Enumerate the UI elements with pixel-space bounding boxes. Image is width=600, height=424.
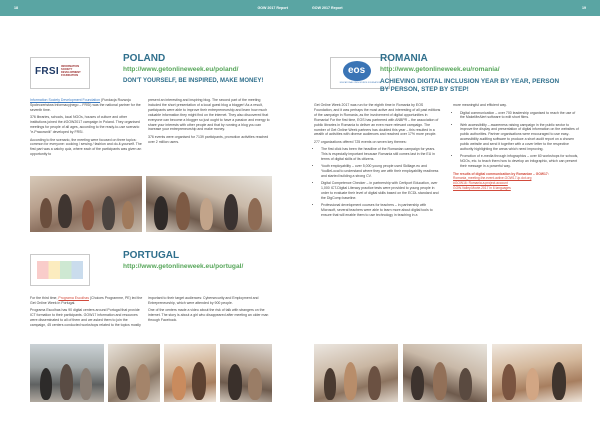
portugal-paragraph-1-pre: For the third time, bbox=[30, 296, 58, 300]
poland-column-1 bbox=[30, 98, 143, 160]
poland-paragraph-4: present an interesting and inspiring blog. The second part of the meeting included the short presentation of a local guest blog a blogger! As a result, participants were able to improve their entrepreneurship and learn how much valuable information they might find on the internet. They also discovered that everyone can become a blogger so just ought to have a passion and energy to share your interests with other people and that by running a blog you can increase your entrepreneurship and make money. bbox=[148, 98, 270, 132]
portugal-paragraph-1 bbox=[30, 296, 143, 306]
right-page bbox=[300, 0, 600, 424]
portugal-photo-2 bbox=[108, 344, 160, 402]
programa-escolhas-logo bbox=[30, 254, 90, 286]
poland-paragraph-2: 376 libraries, schools, local NGOs, houses of culture and other institutions joined the #GOW2017 campaign in Poland. They organised meetings for people of all ages, according to the ready-to-use scenario "e-Pracownik" developed by FRSI. bbox=[30, 115, 140, 135]
eos-logo-subtitle: EDUCATIONAL OPEN SOURCE FOUNDATION bbox=[339, 82, 381, 84]
portugal-paragraph-1-rest: (Choices Programme, PE) led the Get Online Week in Portugal. bbox=[30, 296, 143, 305]
romania-links-block bbox=[453, 172, 581, 190]
poland-paragraph-1 bbox=[30, 98, 143, 113]
right-page-header bbox=[300, 0, 600, 16]
portugal-paragraph-3: important to their target audiences: Cybersecurity and Employment and Entrepreneurship, which were attended by 900 people. bbox=[148, 296, 259, 305]
romania-photo-3 bbox=[492, 344, 582, 402]
programa-escolhas-link[interactable]: Programa Escolhas bbox=[58, 296, 89, 300]
poland-paragraph-3: According to the scenario, the meeting were focused on three topics: common for everyone: cooking / sewing / fashion and do-it-yourself. The first part was a catchy quiz, where each of the participants was given an opportunity to bbox=[30, 137, 142, 157]
romania-bullet: • The first click has been the headline of the Romanian campaign for years. This is especially important because Romania still comes last in the EU in terms of digital skills of its citizens. bbox=[321, 147, 442, 162]
left-running-title: GOW 2017 Report bbox=[257, 6, 288, 10]
portugal-photo-4 bbox=[220, 344, 272, 402]
poland-photo-group bbox=[146, 176, 272, 232]
frsi-link[interactable]: Information Society Development Foundation bbox=[30, 98, 101, 102]
portugal-photo-3 bbox=[164, 344, 216, 402]
romania-photo-2 bbox=[403, 344, 487, 402]
romania-bullet: • Promotion of e-media through infographics – over 60 workshops for schools, NGOs, etc. to teach them how to develop an infographic, which can present their message in a powerful way. bbox=[460, 154, 581, 169]
romania-paragraph-1: Get Online Week 2017 was run for the eighth time in Romania by EOS Foundation, and it was perhaps the most active and interesting of all past editions of the campaign in Romania, as the involvement of digital opportunities in Romania! For the first time, EOS has partnered with ANBPR – the association of public libraries in Romania to deliver an even more relevant campaign. The number of Get Online Week partners has doubled this year – this resulted in a wealth of activities with diverse audiences and reached over 17% more people. bbox=[314, 103, 441, 137]
romania-video-link[interactable]: #GOW16: Romania.a.project.account bbox=[453, 181, 508, 186]
frsi-logo-text: FRSI bbox=[35, 66, 59, 77]
romania-tagline: ACHIEVING DIGITAL INCLUSION YEAR BY YEAR, PERSON BY PERSON, STEP BY STEP! bbox=[380, 78, 560, 94]
romania-bullet: • Youth employability – over 5,000 young people used Skillage.eu and YouBeLocal to understand where they are with their employability readiness and started building a strong CV. bbox=[321, 164, 442, 179]
romania-video-link[interactable]: GOW.Valley.Movie.2017 in 6 languages bbox=[453, 185, 511, 190]
poland-url-link[interactable]: http://www.getonlineweek.eu/poland/ bbox=[123, 66, 239, 73]
romania-paragraph-3: more meaningful and efficient way. bbox=[453, 103, 507, 107]
poland-title: POLAND bbox=[123, 53, 166, 64]
poland-column-2 bbox=[148, 98, 272, 147]
right-page-number: 19 bbox=[582, 6, 586, 10]
romania-bullet: • Digital communication – over 700 leadership organised to reach the use of the MakeMeAlert software to edit short films. bbox=[460, 111, 581, 121]
poland-paragraph-1-text: (Fundacja Rozwoju Społeczeństwa Informacyjnego – FRSI) was the national partner for the seventh time. bbox=[30, 98, 141, 112]
romania-url-link[interactable]: http://www.getonlineweek.eu/romania/ bbox=[380, 66, 500, 73]
frsi-logo-subtitle: INFORMATION SOCIETY DEVELOPMENT FOUNDATION bbox=[61, 65, 81, 77]
left-page-number: 18 bbox=[14, 6, 18, 10]
portugal-title: PORTUGAL bbox=[123, 250, 180, 261]
portugal-paragraph-2: Programa Escolhas has 90 digital centers around Portugal that provide ICT formation to their participants. GOW17 information and resources were disseminated to all of them and we asked them to join the campaign, 45 centers conducted workshops related to the topics mostly bbox=[30, 308, 141, 328]
romania-bullet: • Digital Competence Checker – in partnership with Certiport Education, over 1,000 ICT-Digital Literacy practice tests were provided to young people in order to evaluate their level of digital skills based on the ECDL standard and the DigComp baseline. bbox=[321, 181, 442, 201]
romania-photo-1 bbox=[314, 344, 398, 402]
right-running-title: GOW 2017 Report bbox=[312, 6, 343, 10]
poland-tagline: DON'T YOURSELF, BE INSPIRED, MAKE MONEY! bbox=[123, 78, 264, 84]
romania-title: ROMANIA bbox=[380, 53, 428, 64]
romania-bullet: • Professional development courses for teachers – in partnership with Microsoft, several teachers were able to learn more about digital tools to ensure that will enable them to use technology in teaching in a bbox=[321, 203, 442, 218]
portugal-column-2 bbox=[148, 296, 272, 326]
romania-video-link[interactable]: Romania_meeting.the.event.active.GOW17-ip.dot.org bbox=[453, 176, 532, 181]
portugal-photo-1 bbox=[30, 344, 104, 402]
romania-bullet: • Web accessibility – awareness raising campaign in the public sector to improve the display and presentation of digital information on the websites of public authorities. Partner organisations were encouraged to use easy-accessibility auditing software to produce a short audit report on a chosen public website and send it together with a cover letter to the respective authority highlighting the areas which need improving. bbox=[460, 123, 581, 152]
romania-column-2 bbox=[453, 103, 581, 190]
frsi-logo bbox=[30, 57, 90, 89]
poland-paragraph-5: 376 events were organised for 7139 participants, promotion activities reached over 2 million users. bbox=[148, 134, 269, 144]
eos-logo-text: eos bbox=[348, 65, 366, 76]
left-page-header bbox=[0, 0, 300, 16]
portugal-paragraph-4: One of the centers made a video about the risk of talk with strangers on the internet. The story is about a girl who disappeared after meeting an older man through Facebook. bbox=[148, 308, 269, 323]
romania-links-label: The results of digital communication by Romanian – GOW17: bbox=[453, 171, 549, 176]
poland-photo-workshop bbox=[30, 176, 142, 232]
portugal-column-1 bbox=[30, 296, 143, 331]
romania-bullets-left bbox=[314, 147, 442, 217]
romania-column-1 bbox=[314, 103, 442, 220]
romania-bullets-right bbox=[453, 111, 581, 169]
romania-paragraph-2: 277 organizations offered 725 events on seven key themes: bbox=[314, 139, 407, 144]
portugal-url-link[interactable]: http://www.getonlineweek.eu/portugal/ bbox=[123, 263, 244, 270]
